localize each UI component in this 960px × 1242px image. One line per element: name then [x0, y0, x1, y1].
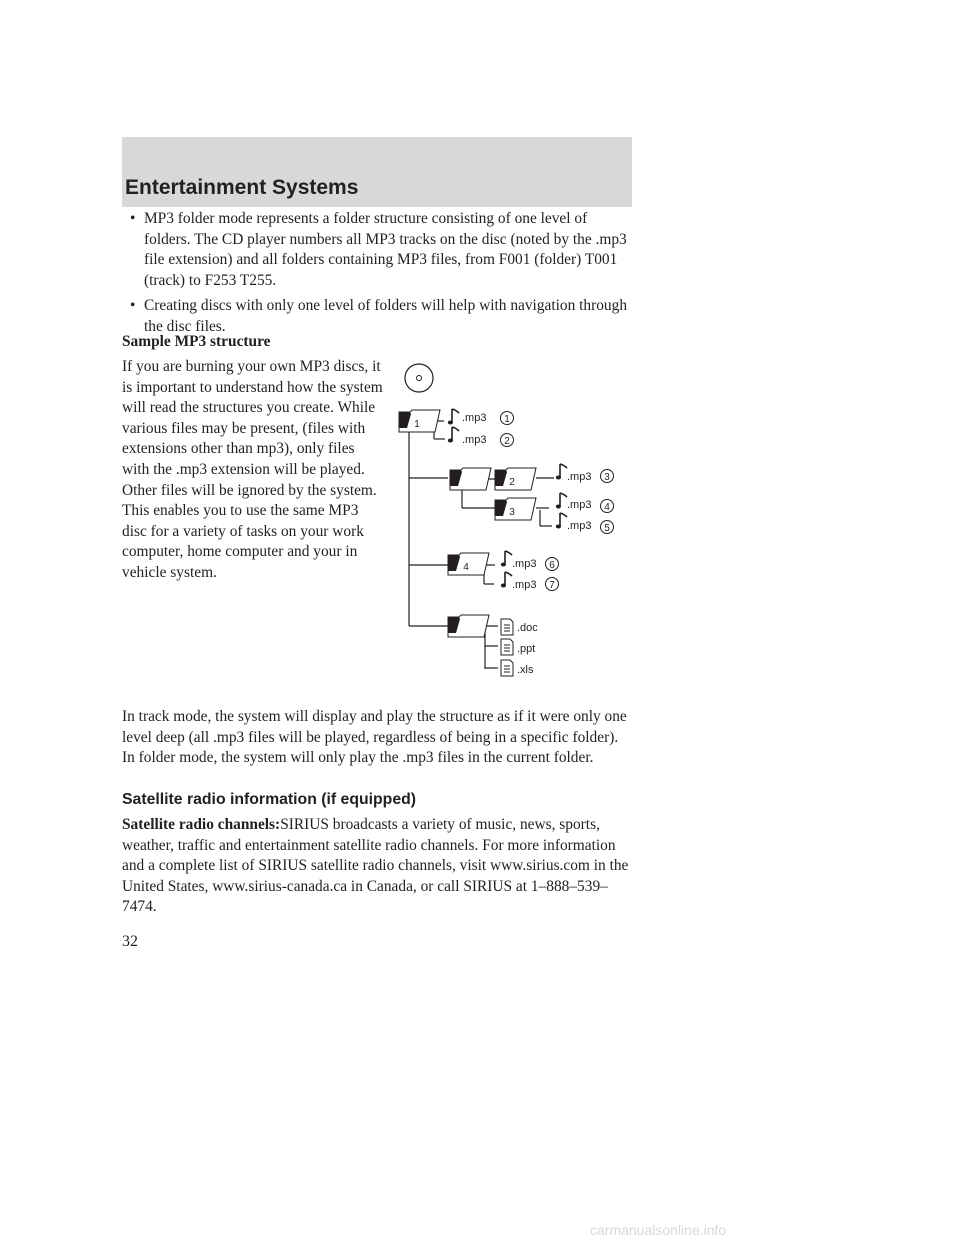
track-mode-paragraph: In track mode, the system will display and play the structure as if it were only one level deep (all .mp3 files will be played, regardless of being in a specific folder). In folder mode, the system will only play the .mp3 files in the current folder.	[122, 708, 627, 767]
satellite-paragraph	[122, 815, 632, 918]
music-note-icon	[556, 493, 567, 509]
page-title: Entertainment Systems	[125, 176, 359, 199]
list-item	[130, 209, 630, 291]
folder-number: 3	[509, 507, 515, 518]
folder-icon	[448, 615, 489, 637]
track-number: 4	[604, 502, 610, 513]
folder-number: 2	[509, 477, 515, 488]
file-extension: .mp3	[462, 434, 487, 446]
bullet-icon: •	[130, 297, 136, 315]
track-number: 2	[504, 436, 510, 447]
music-note-icon	[448, 409, 459, 425]
file-extension: .xls	[517, 664, 534, 676]
cd-icon	[405, 364, 433, 392]
track-number: 5	[604, 523, 610, 534]
bullet-list	[130, 209, 630, 343]
folder-icon	[450, 468, 491, 490]
section-heading: Satellite radio information (if equipped)	[122, 791, 417, 808]
sample-paragraph: If you are burning your own MP3 discs, it is important to understand how the system will read the structures you create. While various files may be present, (files with extensions other than mp3), only files with the .mp3 extension will be played. Other files will be ignored by the system. This enables you to use the same MP3 disc for a variety of tasks on your work computer, home computer and your in vehicle system.	[122, 358, 383, 581]
music-note-icon	[448, 427, 459, 443]
document-icon	[501, 639, 513, 655]
music-note-icon	[556, 464, 567, 480]
music-note-icon	[501, 572, 512, 588]
bullet-icon: •	[130, 210, 136, 227]
bullet-text: Creating discs with only one level of folders will help with navigation through the disc files.	[144, 297, 628, 335]
track-number: 1	[504, 414, 510, 425]
track-number: 3	[604, 472, 610, 483]
satellite-text: SIRIUS broadcasts a variety of music, news, sports, weather, traffic and entertainment satellite radio channels. For more information and a complete list of SIRIUS satellite radio channels, visit www.sirius.com in the United States, www.sirius-canada.ca in Canada, or call SIRIUS at 1–888–539–7474.	[122, 816, 629, 916]
music-note-icon	[501, 551, 512, 567]
file-extension: .mp3	[512, 558, 537, 570]
lead-label: Satellite radio channels:	[122, 816, 281, 833]
document-icon	[501, 619, 513, 635]
watermark: carmanualsonline.info	[590, 1222, 727, 1238]
folder-icon	[495, 468, 536, 490]
folder-number: 1	[414, 419, 420, 430]
bullet-text: MP3 folder mode represents a folder structure consisting of one level of folders. The CD player numbers all MP3 tracks on the disc (noted by the .mp3 file extension) and all folders containing MP3 files, from F001 (folder) T001 (track) to F253 T255.	[144, 210, 627, 289]
file-extension: .mp3	[567, 471, 592, 483]
track-number: 6	[549, 560, 555, 571]
section-heading: Sample MP3 structure	[122, 333, 271, 350]
mp3-structure-diagram	[390, 358, 630, 683]
file-extension: .mp3	[512, 579, 537, 591]
folder-number: 4	[463, 562, 469, 573]
page-number: 32	[122, 933, 138, 950]
file-extension: .mp3	[462, 412, 487, 424]
file-extension: .doc	[517, 622, 538, 634]
file-extension: .mp3	[567, 499, 592, 511]
document-icon	[501, 660, 513, 676]
music-note-icon	[556, 513, 567, 529]
file-extension: .ppt	[517, 643, 536, 655]
file-extension: .mp3	[567, 520, 592, 532]
folder-icon	[495, 498, 536, 520]
track-number: 7	[549, 580, 555, 591]
